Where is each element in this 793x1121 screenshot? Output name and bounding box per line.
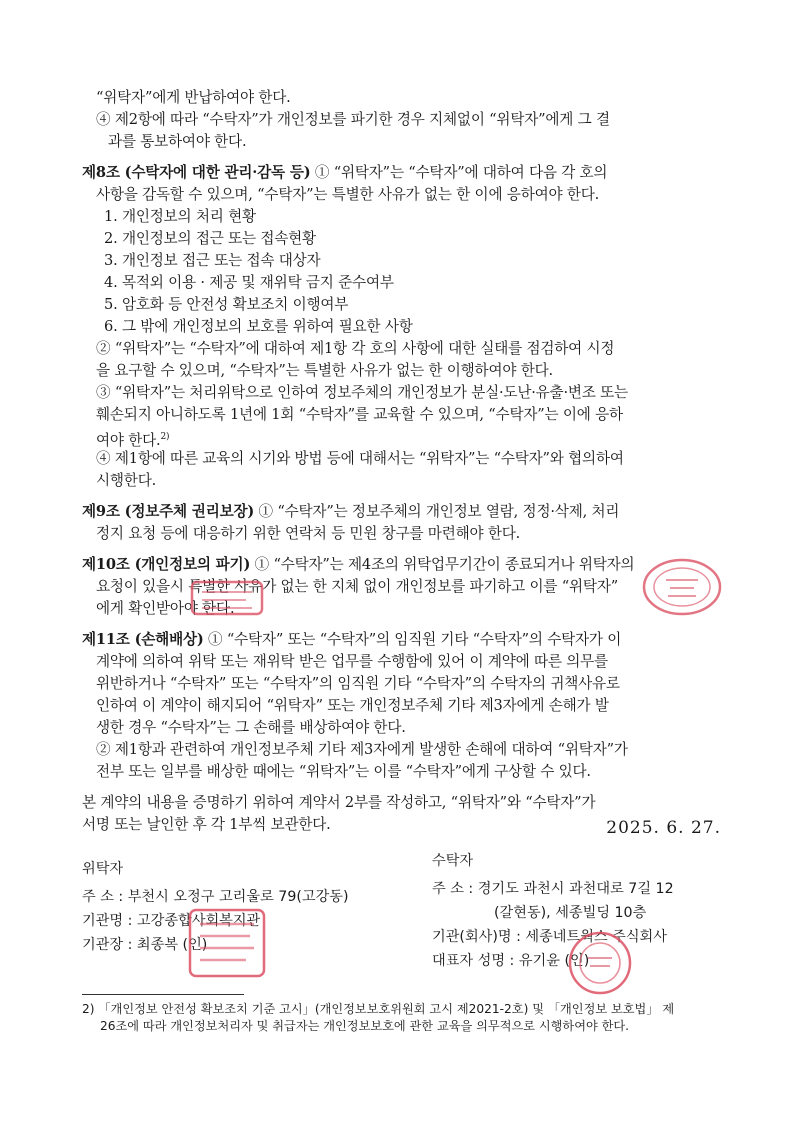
body-line-text: 3. 개인정보 접근 또는 접속 대상자	[104, 252, 321, 269]
consignee-address: 주 소 : 경기도 과천시 과천대로 7길 12	[432, 881, 674, 897]
body-line	[82, 815, 331, 835]
body-line	[96, 427, 169, 451]
footnote-rule	[82, 994, 244, 995]
body-line-text: 요청이 있을시 특별한 사유가 없는 한 지체 없이 개인정보를 파기하고 이를 “위탁자”	[96, 578, 618, 595]
body-line	[96, 718, 406, 738]
body-line-text: 시행한다.	[96, 472, 157, 489]
body-line	[96, 449, 624, 469]
body-line	[96, 110, 610, 130]
body-line	[96, 361, 553, 381]
body-line-text: 본 계약의 내용을 증명하기 위하여 계약서 2부를 작성하고, “위탁자”와 “수탁자”가	[82, 794, 596, 811]
seal-consignee	[564, 930, 636, 996]
body-line	[104, 229, 316, 249]
body-line	[96, 740, 628, 760]
body-line-text: ② “위탁자”는 “수탁자”에 대하여 제1항 각 호의 사항에 대한 실태를 점검하여 시정	[96, 340, 615, 357]
body-line-text: 6. 그 밖에 개인정보의 보호를 위하여 필요한 사항	[104, 318, 413, 335]
body-line	[96, 652, 608, 672]
body-line-text: 서명 또는 날인한 후 각 1부씩 보관한다.	[82, 816, 331, 833]
body-line	[104, 295, 348, 315]
body-line-text: 을 요구할 수 있으며, “수탁자”는 특별한 사유가 없는 한 이행하여야 한다.	[96, 362, 553, 379]
body-line-text: 계약에 의하여 위탁 또는 재위탁 받은 업무를 수행함에 있어 이 계약에 따른 의무를	[96, 653, 608, 670]
body-line-text: 여야 한다.	[96, 431, 161, 449]
article-heading: 제11조 (손해배상)	[82, 631, 204, 648]
body-line-text: ① “수탁자”는 제4조의 위탁업무기간이 종료되거나 위탁자의	[250, 556, 635, 573]
body-line	[96, 762, 591, 782]
body-line-text: ① “수탁자”는 정보주체의 개인정보 열람, 정정·삭제, 처리	[254, 503, 620, 520]
body-line-text: ② 제1항과 관련하여 개인정보주체 기타 제3자에게 발생한 손해에 대하여 “위탁자”가	[96, 741, 628, 758]
body-line-text: 1. 개인정보의 처리 현황	[104, 208, 256, 225]
consignor-head: 기관장 : 최종복 (인)	[82, 937, 208, 953]
article-heading: 제10조 (개인정보의 파기)	[82, 556, 251, 573]
consignee-heading: 수탁자	[432, 853, 474, 869]
consignee-org: 기관(회사)명 : 세종네트웍스 주식회사	[432, 929, 667, 945]
consignee-address-2: (갈현동), 세종빌딩 10층	[494, 905, 647, 921]
body-line	[96, 524, 520, 544]
footnote-line-2: 26조에 따라 개인정보처리자 및 취급자는 개인정보보호에 관한 교육을 의무적으로 시행하여야 한다.	[100, 1019, 630, 1033]
consignee-head: 대표자 성명 : 유기윤 (인)	[432, 953, 590, 969]
body-line	[104, 273, 394, 293]
body-line-text: 위반하거나 “수탁자” 또는 “수탁자”의 임직원 기타 “수탁자”의 수탁자의 귀책사유로	[96, 675, 620, 692]
body-line-text: 2. 개인정보의 접근 또는 접속현황	[104, 230, 316, 247]
body-line-text: 훼손되지 아니하도록 1년에 1회 “수탁자”를 교육할 수 있으며, “수탁자”는 이에 응하	[96, 406, 623, 423]
consignor-heading: 위탁자	[82, 861, 124, 877]
contract-date: 2025. 6. 27.	[606, 818, 721, 838]
body-line-text: ④ 제2항에 따라 “수탁자”가 개인정보를 파기한 경우 지체없이 “위탁자”에게 그 결	[96, 111, 610, 128]
seal-top-right	[640, 556, 724, 618]
body-line-text: 에게 확인받아야 한다.	[96, 600, 235, 617]
body-line-text: 전부 또는 일부를 배상한 때에는 “위탁자”는 이를 “수탁자”에게 구상할 수 있다.	[96, 763, 591, 780]
body-line-text: ④ 제1항에 따른 교육의 시기와 방법 등에 대해서는 “위탁자”는 “수탁자”와 협의하여	[96, 450, 624, 467]
body-line-text: ① “위탁자”는 “수탁자”에 대하여 다음 각 호의	[310, 164, 608, 181]
body-line	[82, 793, 595, 813]
seal-middle	[188, 578, 266, 618]
body-line	[104, 317, 413, 337]
consignor-address: 주 소 : 부천시 오정구 고리울로 79(고강동)	[82, 889, 349, 905]
body-line	[96, 383, 628, 403]
body-line-text: 생한 경우 “수탁자”는 그 손해를 배상하여야 한다.	[96, 719, 406, 736]
body-line-text: 인하여 이 계약이 해지되어 “위탁자” 또는 개인정보주체 기타 제3자에게 손해가 발	[96, 697, 609, 714]
body-line	[82, 555, 634, 575]
footnote-line-1: 2) 「개인정보 안전성 확보조치 기준 고시」(개인정보보호위원회 고시 제2021-2호) 및 「개인정보 보호법」 제	[82, 1002, 675, 1016]
body-line	[96, 577, 618, 597]
body-line-text: ① “수탁자” 또는 “수탁자”의 임직원 기타 “수탁자”의 수탁자가 이	[203, 631, 622, 648]
body-line	[96, 88, 291, 108]
body-line	[104, 207, 256, 227]
body-line	[96, 339, 614, 359]
body-line	[108, 132, 246, 152]
body-line-text: 정지 요청 등에 대응하기 위한 연락처 등 민원 창구를 마련해야 한다.	[96, 525, 521, 542]
seal-consignor	[186, 906, 268, 980]
body-line	[96, 185, 599, 205]
body-line	[104, 251, 320, 271]
body-line-text: 4. 목적외 이용 · 제공 및 재위탁 금지 준수여부	[104, 274, 394, 291]
body-line-text: 과를 통보하여야 한다.	[108, 133, 247, 150]
body-line	[96, 471, 156, 491]
body-line-text: ③ “위탁자”는 처리위탁으로 인하여 정보주체의 개인정보가 분실·도난·유출·변조 또는	[96, 384, 628, 401]
body-line-text: 5. 암호화 등 안전성 확보조치 이행여부	[104, 296, 349, 313]
body-line	[96, 674, 620, 694]
body-line-text: 사항을 감독할 수 있으며, “수탁자”는 특별한 사유가 없는 한 이에 응하여야 한다.	[96, 186, 600, 203]
footnote-ref: 2)	[160, 432, 170, 442]
body-line	[96, 405, 623, 425]
article-heading: 제9조 (정보주체 권리보장)	[82, 503, 255, 520]
body-line	[96, 696, 609, 716]
body-line-text: “위탁자”에게 반납하여야 한다.	[96, 89, 291, 106]
consignor-org: 기관명 : 고강종합사회복지관	[82, 913, 261, 929]
article-heading: 제8조 (수탁자에 대한 관리·감독 등)	[82, 164, 311, 181]
body-line	[82, 630, 621, 650]
body-line	[82, 163, 607, 183]
body-line	[82, 502, 619, 522]
